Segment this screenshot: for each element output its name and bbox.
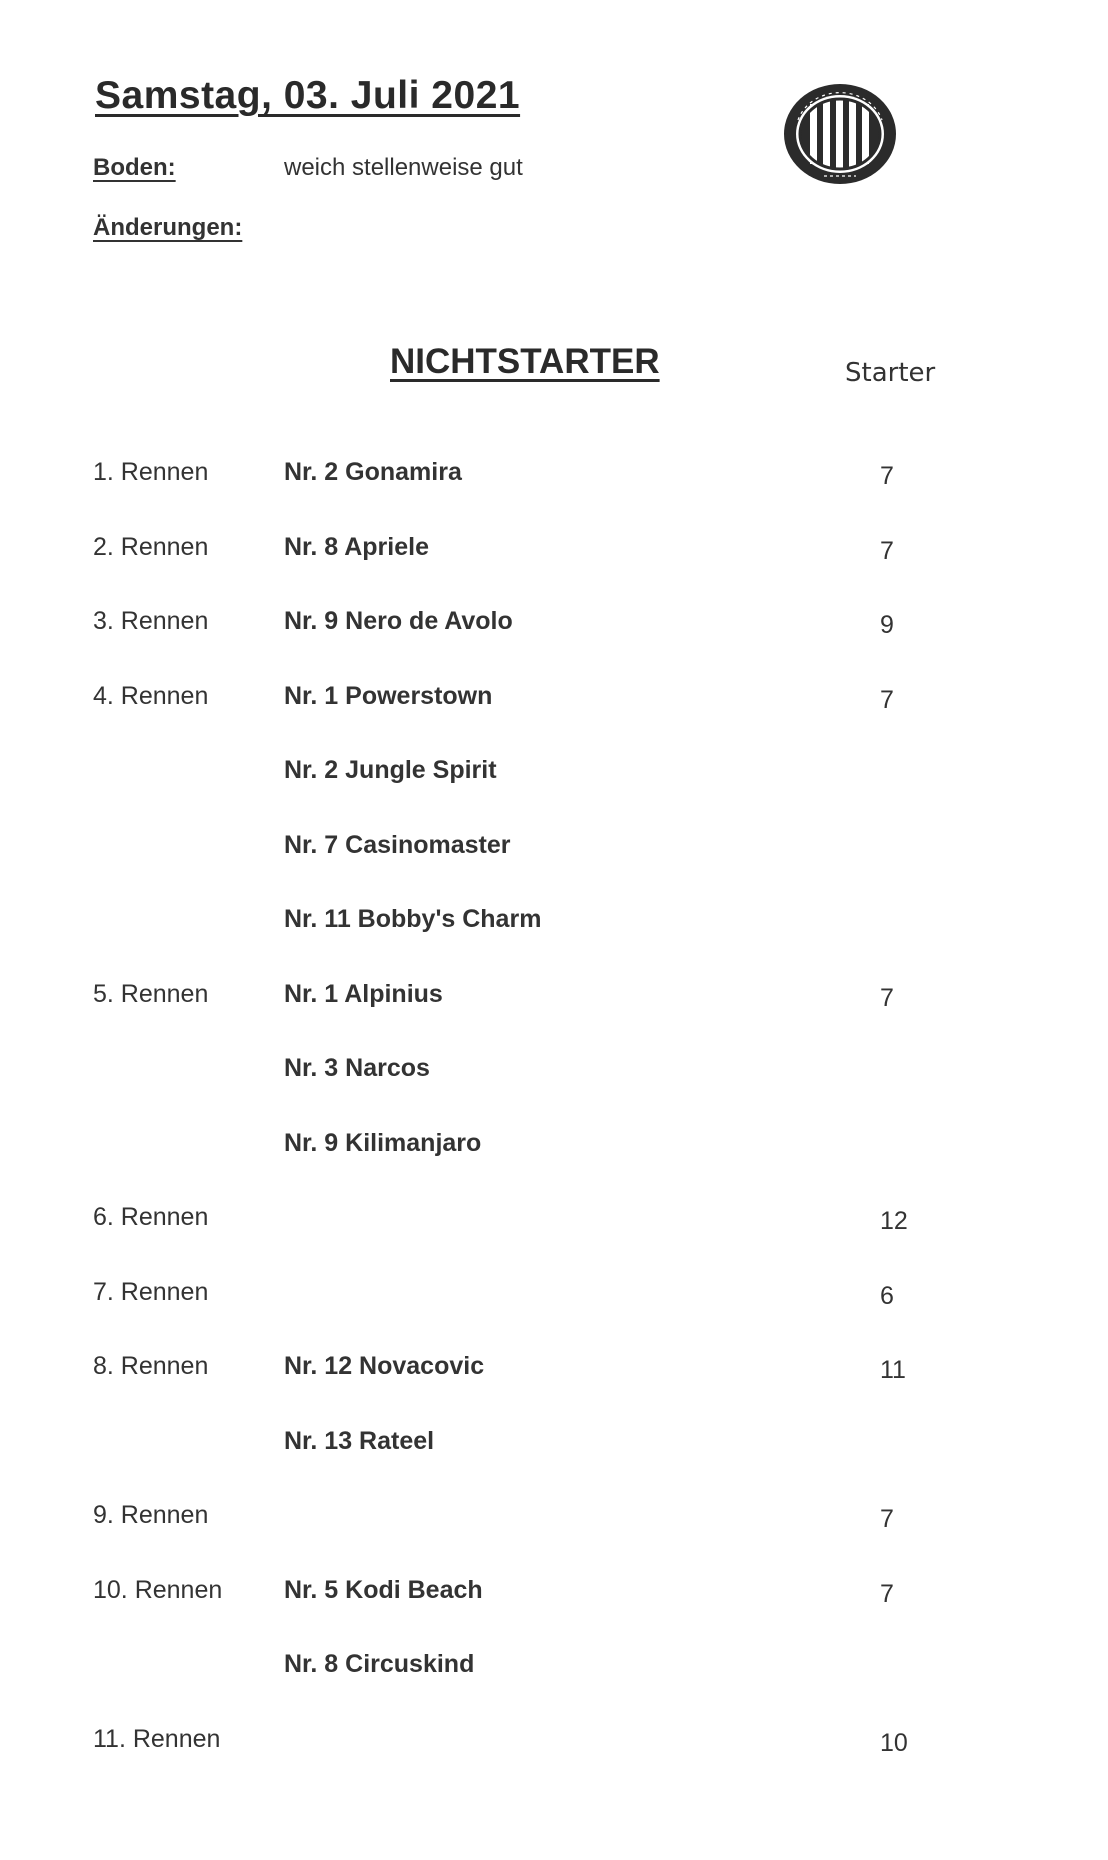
horse-label: Nr. 11 Bobby's Charm [284,905,542,933]
horse-label: Nr. 12 Novacovic [284,1352,485,1380]
boden-label: Boden: [93,154,176,181]
starter-count: 9 [880,611,894,639]
table-row [0,831,1108,871]
horse-label: Nr. 2 Jungle Spirit [284,756,497,784]
starter-count: 6 [880,1282,894,1310]
race-label: 8. Rennen [93,1352,209,1380]
table-row [0,1054,1108,1094]
boden-value: weich stellenweise gut [284,154,523,181]
horse-label: Nr. 2 Gonamira [284,458,462,486]
table-row [0,1427,1108,1467]
horse-label: Nr. 13 Rateel [284,1427,435,1455]
race-label: 2. Rennen [93,533,209,561]
aenderungen-label: Änderungen: [93,214,243,241]
horse-label: Nr. 7 Casinomaster [284,831,511,859]
table-row [0,1501,1108,1541]
table-row [0,1352,1108,1392]
starter-count: 7 [880,1580,894,1608]
table-row [0,1650,1108,1690]
race-label: 11. Rennen [93,1725,221,1753]
starter-count: 7 [880,537,894,565]
starter-count: 7 [880,984,894,1012]
starter-count: 11 [880,1356,906,1384]
starter-count: 7 [880,462,894,490]
horse-label: Nr. 5 Kodi Beach [284,1576,483,1604]
starter-count: 7 [880,1505,894,1533]
table-row [0,1278,1108,1318]
horse-label: Nr. 1 Alpinius [284,980,443,1008]
nichtstarter-heading: NICHTSTARTER [390,342,660,381]
race-label: 5. Rennen [93,980,209,1008]
horse-label: Nr. 3 Narcos [284,1054,430,1082]
table-row [0,607,1108,647]
table-row [0,980,1108,1020]
horse-label: Nr. 9 Kilimanjaro [284,1129,482,1157]
table-row [0,458,1108,498]
race-label: 3. Rennen [93,607,209,635]
race-label: 1. Rennen [93,458,209,486]
table-row [0,1129,1108,1169]
starter-count: 10 [880,1729,908,1757]
race-label: 9. Rennen [93,1501,209,1529]
table-row [0,905,1108,945]
table-row [0,756,1108,796]
table-row [0,1203,1108,1243]
race-label: 7. Rennen [93,1278,209,1306]
race-label: 4. Rennen [93,682,209,710]
horse-label: Nr. 8 Apriele [284,533,429,561]
race-label: 10. Rennen [93,1576,223,1604]
horse-label: Nr. 8 Circuskind [284,1650,475,1678]
table-row [0,682,1108,722]
table-row [0,533,1108,573]
horse-label: Nr. 9 Nero de Avolo [284,607,513,635]
horse-label: Nr. 1 Powerstown [284,682,493,710]
starter-column-header: Starter [845,358,936,388]
table-row [0,1576,1108,1616]
page-title: Samstag, 03. Juli 2021 [95,74,521,117]
starter-count: 7 [880,686,894,714]
table-row [0,1725,1108,1765]
race-label: 6. Rennen [93,1203,209,1231]
starter-count: 12 [880,1207,908,1235]
